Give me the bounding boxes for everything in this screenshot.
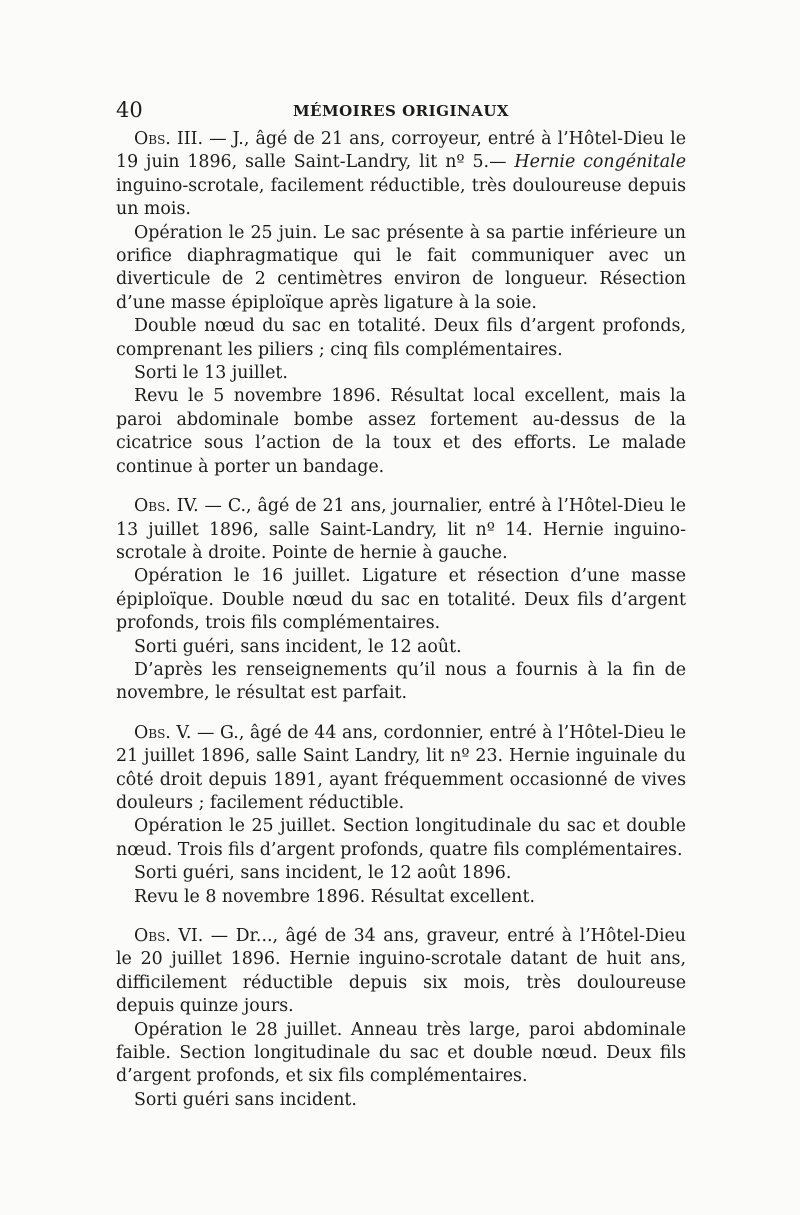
obs-3-text-a: — J., âgé de 21 ans, corroyeur, entré à l’Hôtel-Dieu le 19 juin 1896, salle Saint-Landry, lit nº 5.—: [116, 129, 686, 173]
obs-3-paragraph-3: Double nœud du sac en totalité. Deux fils d’argent profonds, comprenant les piliers ; cinq fils complémentaires.: [116, 316, 686, 360]
obs-3-paragraph-4: Sorti le 13 juillet.: [134, 363, 288, 384]
obs-3-paragraph-5: Revu le 5 novembre 1896. Résultat local excellent, mais la paroi abdominale bombe assez fortement au-dessus de la cicatrice sous l’action de la toux et des efforts. Le malade continue à porter un bandage.: [116, 386, 686, 477]
obs-4-paragraph-3: Sorti guéri, sans incident, le 12 août.: [134, 636, 462, 657]
obs-4-label: Obs. IV.: [134, 496, 199, 517]
obs-3-text-b: inguino-scrotale, facilement réductible, très douloureuse depuis un mois.: [116, 175, 686, 220]
obs-5-paragraph-4: Revu le 8 novembre 1896. Résultat excellent.: [134, 886, 535, 907]
obs-3-italic: Hernie congénitale: [514, 152, 686, 173]
obs-6-paragraph-2: Opération le 28 juillet. Anneau très large, paroi abdominale faible. Section longitudinale du sac et double nœud. Deux fils d’argent profonds, et six fils complémentaires.: [116, 1019, 686, 1087]
obs-4-paragraph-1: [116, 495, 686, 565]
obs-3-paragraph-1: [116, 128, 686, 222]
obs-5-paragraph-3: Sorti guéri, sans incident, le 12 août 1896.: [134, 863, 512, 884]
page-header: [116, 98, 686, 128]
obs-5-paragraph-2: Opération le 25 juillet. Section longitudinale du sac et double nœud. Trois fils d’argent profonds, quatre fils complémentaires.: [116, 816, 686, 860]
obs-3-paragraph-2: Opération le 25 juin. Le sac présente à sa partie inférieure un orifice diaphragmatique qui le fait communiquer avec un diverticule de 2 centimètres environ de longueur. Résection d’une masse épiploïque après ligature à la soie.: [116, 222, 686, 313]
obs-4-paragraph-4: D’après les renseignements qu’il nous a fournis à la fin de novembre, le résultat est parfait.: [116, 659, 686, 704]
obs-6-text: — Dr..., âgé de 34 ans, graveur, entré à l’Hôtel-Dieu le 20 juillet 1896. Hernie inguino-scrotale datant de huit ans, difficilement réductible depuis six mois, très douloureuse depuis quinze jours.: [116, 926, 687, 1017]
obs-5-label: Obs. V.: [134, 722, 192, 743]
body-text: [116, 128, 686, 1112]
obs-4-text: — C., âgé de 21 ans, journalier, entré à l’Hôtel-Dieu le 13 juillet 1896, salle Saint-Landry, lit nº 14. Hernie inguino-scrotale à droite. Pointe de hernie à gauche.: [116, 496, 686, 563]
obs-5-paragraph-1: [116, 722, 686, 816]
page-number: 40: [116, 98, 143, 122]
obs-6-paragraph-3: Sorti guéri sans incident.: [134, 1089, 357, 1110]
obs-5-text: — G., âgé de 44 ans, cordonnier, entré à l’Hôtel-Dieu le 21 juillet 1896, salle Saint Landry, lit nº 23. Hernie inguinale du côté droit depuis 1891, ayant fréquemment occasionné de vives douleurs ; facilement réductible.: [116, 722, 686, 813]
running-title: MÉMOIRES ORIGINAUX: [292, 102, 510, 120]
obs-3-label: Obs. III.: [134, 129, 204, 149]
obs-6-label: Obs. VI.: [134, 926, 204, 946]
obs-6-paragraph-1: [116, 925, 686, 1019]
obs-4-paragraph-2: Opération le 16 juillet. Ligature et résection d’une masse épiploïque. Double nœud du sac en totalité. Deux fils d’argent profonds, trois fils complémentaires.: [116, 566, 686, 634]
